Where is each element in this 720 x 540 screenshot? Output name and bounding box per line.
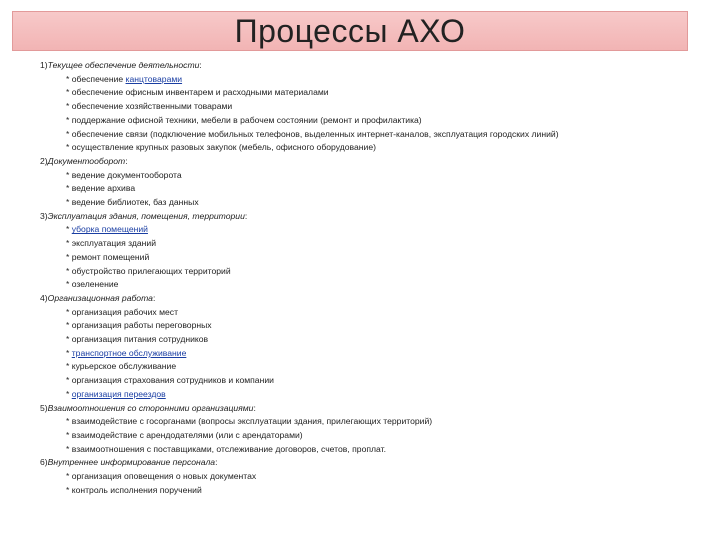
section-heading bbox=[40, 292, 710, 306]
list-item-link[interactable]: канцтоварами bbox=[125, 73, 183, 84]
list-item-text: * организация питания сотрудников bbox=[66, 334, 209, 345]
section-number: 2) bbox=[40, 155, 48, 166]
section-name: Взаимоотношения со сторонними организациями bbox=[47, 402, 254, 413]
list-item bbox=[40, 347, 710, 361]
list-item-text: * обеспечение хозяйственными товарами bbox=[66, 101, 233, 112]
list-item-text: * ремонт помещений bbox=[66, 251, 150, 262]
section-heading bbox=[40, 210, 710, 224]
list-item bbox=[40, 265, 710, 279]
section-colon: : bbox=[244, 210, 248, 221]
list-item-text: * bbox=[66, 388, 72, 399]
list-item bbox=[40, 223, 710, 237]
list-item-text: * bbox=[66, 347, 72, 358]
list-item-text: * поддержание офисной техники, мебели в рабочем состоянии (ремонт и профилактика) bbox=[66, 114, 422, 125]
section-name: Эксплуатация здания, помещения, территории bbox=[47, 210, 245, 221]
list-item bbox=[40, 319, 710, 333]
list-item bbox=[40, 374, 710, 388]
list-item bbox=[40, 128, 710, 142]
list-item bbox=[40, 443, 710, 457]
list-item bbox=[40, 237, 710, 251]
list-item-text: * обустройство прилегающих территорий bbox=[66, 265, 231, 276]
list-item-text: * организация работы переговорных bbox=[66, 320, 212, 331]
section-name: Организационная работа bbox=[47, 292, 153, 303]
section-heading bbox=[40, 155, 710, 169]
list-item bbox=[40, 388, 710, 402]
section-name: Документооборот bbox=[47, 155, 126, 166]
section-colon: : bbox=[215, 457, 218, 468]
list-item bbox=[40, 182, 710, 196]
list-item bbox=[40, 415, 710, 429]
list-item-text: * организация рабочих мест bbox=[66, 306, 178, 317]
list-item-text: * осуществление крупных разовых закупок (мебель, офисного оборудование) bbox=[66, 142, 376, 153]
section-colon: : bbox=[152, 292, 156, 303]
list-item-link[interactable]: уборка помещений bbox=[71, 224, 148, 235]
list-item-link[interactable]: организация переездов bbox=[71, 388, 166, 399]
page-title: Процессы АХО bbox=[234, 12, 466, 49]
list-item-text: * эксплуатация зданий bbox=[66, 238, 157, 249]
list-item-text: * ведение библиотек, баз данных bbox=[66, 197, 199, 208]
list-item bbox=[40, 429, 710, 443]
list-item bbox=[40, 86, 710, 100]
list-item-text: * озеленение bbox=[66, 279, 119, 290]
list-item bbox=[40, 278, 710, 292]
list-item-link[interactable]: транспортное обслуживание bbox=[71, 347, 187, 358]
list-item bbox=[40, 196, 710, 210]
section-number: 3) bbox=[40, 210, 48, 221]
section-colon: : bbox=[125, 155, 128, 166]
list-item-text: * организация оповещения о новых документах bbox=[66, 471, 257, 482]
list-item-text: * ведение документооборота bbox=[66, 169, 182, 180]
section-colon: : bbox=[199, 60, 202, 70]
section-heading bbox=[40, 402, 710, 416]
list-item-text: * курьерское обслуживание bbox=[66, 361, 177, 372]
list-item-text: * взаимодействие с госорганами (вопросы эксплуатации здания, прилегающих территорий) bbox=[66, 416, 433, 427]
section-heading bbox=[40, 59, 710, 73]
list-item bbox=[40, 484, 710, 498]
section-number: 5) bbox=[40, 402, 48, 413]
section-number: 1) bbox=[40, 60, 48, 70]
list-item bbox=[40, 333, 710, 347]
section-name: Внутреннее информирование персонала bbox=[47, 457, 216, 468]
list-item bbox=[40, 360, 710, 374]
list-item-text: * взаимоотношения с поставщиками, отслеживание договоров, счетов, проплат. bbox=[66, 443, 386, 454]
process-list bbox=[40, 59, 710, 498]
list-item bbox=[40, 470, 710, 484]
list-item-text: * обеспечение офисным инвентарем и расходными материалами bbox=[66, 87, 329, 98]
section-number: 6) bbox=[40, 457, 48, 468]
section-name: Текущее обеспечение деятельности bbox=[47, 60, 200, 70]
section-heading bbox=[40, 456, 710, 470]
list-item-text: * обеспечение bbox=[66, 73, 126, 84]
list-item bbox=[40, 100, 710, 114]
list-item-text: * контроль исполнения поручений bbox=[66, 484, 202, 495]
list-item-text: * взаимодействие с арендодателями (или с арендаторами) bbox=[66, 429, 303, 440]
section-number: 4) bbox=[40, 292, 48, 303]
list-item bbox=[40, 306, 710, 320]
list-item bbox=[40, 251, 710, 265]
list-item bbox=[40, 169, 710, 183]
list-item-text: * ведение архива bbox=[66, 183, 136, 194]
list-item bbox=[40, 141, 710, 155]
list-item-text: * организация страхования сотрудников и компании bbox=[66, 375, 274, 386]
list-item-text: * bbox=[66, 224, 72, 235]
list-item-text: * обеспечение связи (подключение мобильных телефонов, выделенных интернет-каналов, эксплуатация городских линий) bbox=[66, 128, 559, 139]
list-item bbox=[40, 114, 710, 128]
list-item bbox=[40, 73, 710, 87]
title-banner bbox=[12, 11, 688, 51]
section-colon: : bbox=[253, 402, 256, 413]
